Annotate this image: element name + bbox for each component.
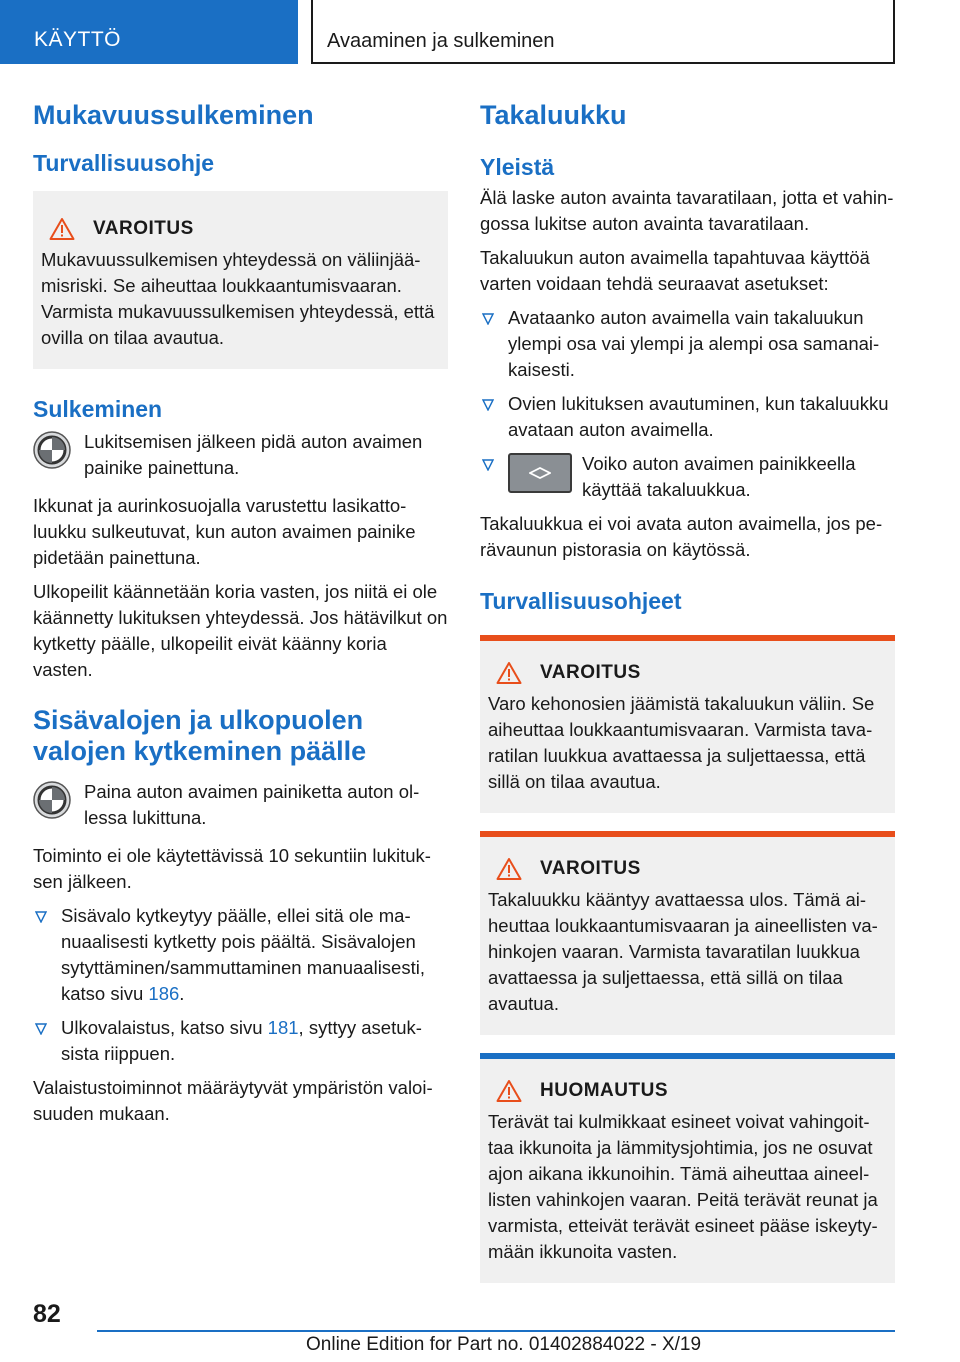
warning-triangle-icon xyxy=(49,217,75,241)
triangle-bullet-icon xyxy=(482,399,494,411)
notice-box-sharp-objects xyxy=(480,1053,895,1283)
warning-text: Takaluukku kääntyy avattaessa ulos. Tämä aiheuttaa loukkaantumisvaaran ja aineellisten vahinkojen vaaran. Varmista tavaratilan luukkua avattaessa ja suljettaessa, että sillä on tilaa avautua. xyxy=(488,889,878,1014)
page-link-181[interactable]: 181 xyxy=(267,1017,299,1038)
triangle-bullet-icon xyxy=(35,911,47,923)
key-instruction-lights xyxy=(33,779,448,831)
heading-lights: Sisävalojen ja ulkopuolen valojen kytkeminen päälle xyxy=(33,705,367,766)
left-column xyxy=(33,100,448,1135)
heading-trunk: Takaluukku xyxy=(480,100,627,130)
bullet-text: Voiko auton avaimen painikkeella käyttää takaluukkua. xyxy=(582,453,856,500)
header-chapter-box xyxy=(311,0,895,64)
header-section-tab xyxy=(0,0,298,64)
warning-title: VAROITUS xyxy=(93,218,194,239)
footer-divider xyxy=(97,1330,895,1332)
warning-box-trunk-swing xyxy=(480,831,895,1035)
warning-text: Varo kehonosien jäämistä takaluukun väliin. Se aiheuttaa loukkaantumisvaaran. Varmista tavaratilan luukkua avattaessa ja suljettaessa, että sillä on tilaa avautua. xyxy=(488,693,875,792)
footer-edition: Online Edition for Part no. 01402884022 - X/19 xyxy=(306,1334,702,1355)
list-item xyxy=(480,451,895,503)
list-item xyxy=(480,305,895,383)
warning-box-trunk-pinch xyxy=(480,635,895,813)
key-instruction-closing xyxy=(33,429,448,481)
bullet-text: Avataanko auton avaimella vain takaluukun ylempi osa vai ylempi ja alempi osa samanaikaisesti. xyxy=(508,307,880,380)
bullet-end: . xyxy=(179,983,185,1004)
lights-key-text: Paina auton avaimen painiketta auton ollessa lukittuna. xyxy=(84,781,420,828)
closing-paragraph-2: Ulkopeilit käännetään koria vasten, jos niitä ei ole käännetty lukituksen yhteydessä. Jos hätävilkut on kytketty päälle, ulkopeilit eivät käänny koria vasten. xyxy=(33,581,448,680)
bullet-end: , syttyy asetuksista riippuen. xyxy=(61,1017,422,1064)
header-section-label: KÄYTTÖ xyxy=(34,28,122,51)
right-column xyxy=(480,100,895,1301)
triangle-bullet-icon xyxy=(482,313,494,325)
lights-paragraph-1: Toiminto ei ole käytettävissä 10 sekuntiin lukituksen jälkeen. xyxy=(33,845,431,892)
heading-comfort-closing: Mukavuussulkeminen xyxy=(33,100,314,130)
bullet-text: Sisävalo kytkeytyy päälle, ellei sitä ole manuaalisesti kytketty pois päältä. Sisävalojen sytyttäminen/sammuttaminen manuaalisesti, katso sivu xyxy=(61,905,425,1004)
warning-text: Mukavuussulkemisen yhteydessä on väliinjäämisriski. Se aiheuttaa loukkaantumisvaaran. Varmista mukavuussulkemisen yhteydessä, että ovilla on tilaa avautua. xyxy=(41,249,435,348)
heading-general: Yleistä xyxy=(480,154,555,180)
heading-safety-notes: Turvallisuusohjeet xyxy=(480,588,682,614)
bullet-text: Ovien lukituksen avautuminen, kun takaluukku avataan auton avaimella. xyxy=(508,393,889,440)
triangle-bullet-icon xyxy=(482,459,494,471)
list-item xyxy=(33,1015,448,1067)
heading-closing: Sulkeminen xyxy=(33,396,163,422)
bmw-key-icon xyxy=(33,781,71,819)
warning-triangle-icon xyxy=(496,661,522,685)
triangle-bullet-icon xyxy=(35,1023,47,1035)
lights-paragraph-2: Valaistustoiminnot määräytyvät ympäristön valoisuuden mukaan. xyxy=(33,1077,433,1124)
page-number: 82 xyxy=(33,1300,61,1328)
list-item xyxy=(480,391,895,443)
warning-title: VAROITUS xyxy=(540,858,641,879)
general-paragraph-2: Takaluukun auton avaimella tapahtuvaa käyttöä varten voidaan tehdä seuraavat asetukset: xyxy=(480,247,870,294)
bmw-key-icon xyxy=(33,431,71,469)
warning-title: VAROITUS xyxy=(540,662,641,683)
lights-bullet-list xyxy=(33,903,448,1067)
trunk-settings-list xyxy=(480,305,895,503)
header-chapter-label: Avaaminen ja sulkeminen xyxy=(327,30,555,52)
warning-box-comfort xyxy=(33,191,448,369)
page-link-186[interactable]: 186 xyxy=(148,983,180,1004)
bullet-text: Ulkovalaistus, katso sivu xyxy=(61,1017,268,1038)
list-item xyxy=(33,903,448,1007)
closing-paragraph-1: Ikkunat ja aurinkosuojalla varustettu lasikattoluukku sulkeutuvat, kun auton avaimen painike pidetään painettuna. xyxy=(33,495,416,568)
general-paragraph-3: Takaluukkua ei voi avata auton avaimella, jos perävaunun pistorasia on käytössä. xyxy=(480,513,883,560)
general-paragraph-1: Älä laske auton avainta tavaratilaan, jotta et vahingossa lukitse auton avainta tavaratilaan. xyxy=(480,187,894,234)
trunk-button-icon xyxy=(508,453,572,493)
notice-title: HUOMAUTUS xyxy=(540,1080,668,1101)
warning-triangle-icon xyxy=(496,857,522,881)
closing-key-text: Lukitsemisen jälkeen pidä auton avaimen painike painettuna. xyxy=(84,431,423,478)
heading-safety-note: Turvallisuusohje xyxy=(33,150,215,176)
notice-text: Terävät tai kulmikkaat esineet voivat vahingoittaa ikkunoita ja lämmitysjohtimia, jos ne osuvat ajon aikana ikkunoihin. Tämä aiheuttaa aineellisten vahinkojen vaaran. Peitä terävät reunat ja varmista, etteivät terävät esineet pääse iskeytymään ikkunoita vasten. xyxy=(488,1111,878,1262)
warning-triangle-icon xyxy=(496,1079,522,1103)
